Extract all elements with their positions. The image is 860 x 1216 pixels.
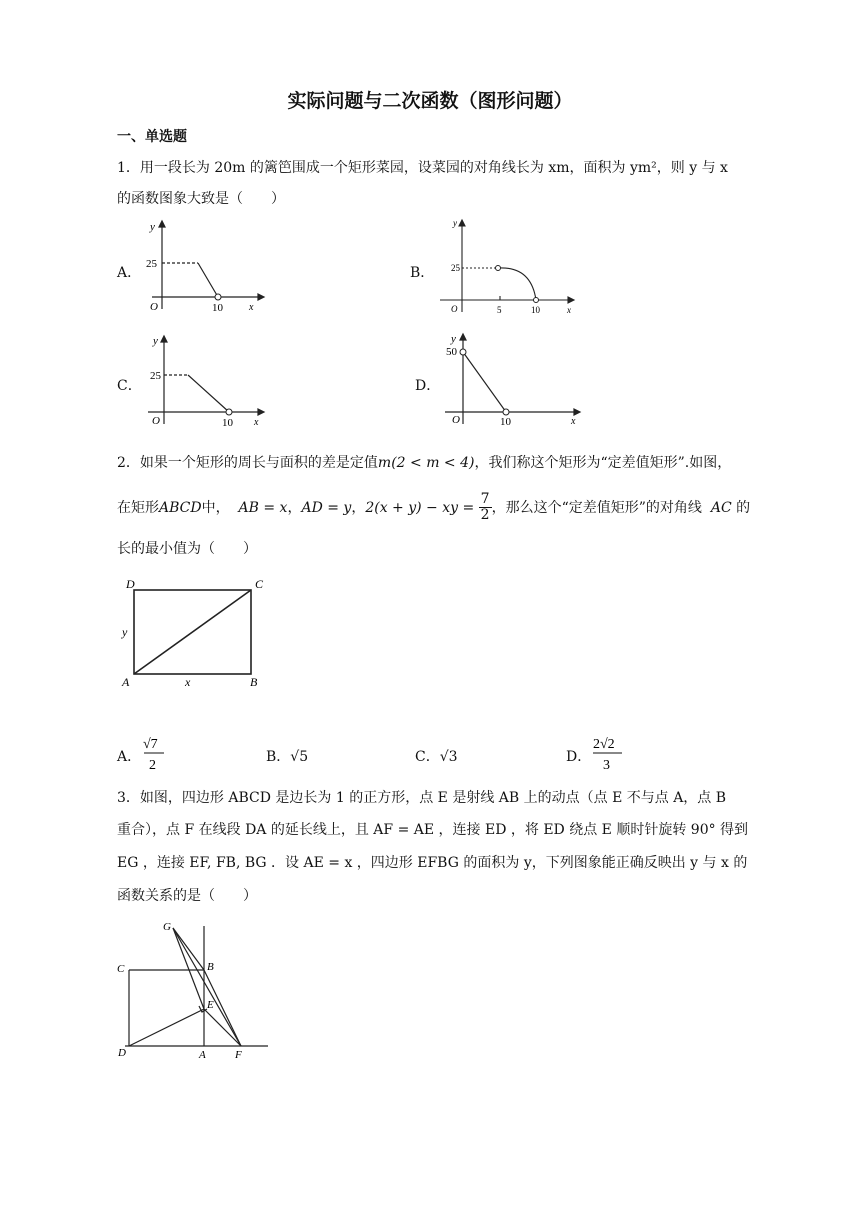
q2-line2f: 的	[736, 499, 751, 516]
q3-line3: EG ，连接 EF, FB, BG ．设 AE = x ，四边形 EFBG 的面积为 y，下列图象能正确反映出 y 与 x 的	[117, 855, 748, 871]
q3-label-c: C	[117, 963, 125, 975]
q1b-5-label: 5	[497, 305, 502, 315]
q2-option-c[interactable]	[415, 746, 458, 766]
q1c-25-label: 25	[150, 370, 161, 382]
q3-line2: 重合），点 F 在线段 DA 的延长线上，且 AF = AE ，连接 ED ，将 ED 绕点 E 顺时针旋转 90° 得到	[117, 822, 749, 838]
q1b-x-label: x	[567, 305, 571, 315]
q2-label-b: B	[250, 675, 258, 689]
q2-line2: 在矩形ABCD中， AB = x，AD = y，2(x + y) − xy = $\frac{7}{2}$ ，那么这个“定差值矩形”的对角线 AC 的	[117, 491, 751, 524]
page-title: 实际问题与二次函数（图形问题）	[287, 90, 573, 112]
q2-option-d[interactable]	[566, 746, 591, 766]
q3-label-e: E	[207, 999, 214, 1011]
q3-line1: 3．如图，四边形 ABCD 是边长为 1 的正方形，点 E 是射线 AB 上的动点（点 E 不与点 A，点 B	[117, 790, 727, 806]
q2-line3: 长的最小值为（ ）	[117, 541, 257, 557]
svg-text:√7: √7	[143, 737, 158, 752]
svg-text:3: 3	[603, 758, 610, 773]
svg-text:2: 2	[149, 758, 156, 773]
q1-option-c[interactable]: C．	[117, 378, 142, 394]
q2-option-d-value	[590, 733, 630, 775]
q1a-10-label: 10	[212, 302, 223, 314]
q1a-y-label: y	[150, 221, 155, 233]
q2-option-a[interactable]	[117, 746, 141, 766]
q1b-y-label: y	[453, 218, 457, 228]
q3-label-g: G	[163, 921, 171, 933]
q1-option-b[interactable]: B．	[410, 265, 435, 281]
q1a-x-label: x	[249, 302, 254, 313]
q1c-x-label: x	[254, 417, 259, 428]
q3-label-a: A	[199, 1049, 206, 1061]
q2-rectangle-figure	[118, 572, 278, 692]
q1-graph-a	[140, 215, 270, 315]
q3-label-d: D	[118, 1047, 126, 1059]
q2-frac-num: 7	[480, 491, 490, 507]
q2-option-c-label: C．	[415, 749, 440, 765]
q2-label-y: y	[122, 625, 128, 639]
q2-option-d-label: D．	[566, 749, 592, 765]
q2-label-d: D	[126, 577, 135, 591]
q2-m: m	[377, 455, 392, 471]
q1c-y-label: y	[153, 335, 158, 347]
q3-square-figure	[115, 918, 275, 1063]
q1-graph-b	[435, 212, 580, 322]
q3-label-b: B	[207, 961, 214, 973]
q2-line2c: 中，	[201, 499, 230, 516]
q3-line4: 函数关系的是（ ）	[117, 888, 257, 904]
q2-frac-den: 2	[480, 507, 490, 524]
q2-m-range: (2 < m < 4)	[391, 455, 475, 471]
section-heading: 一、单选题	[117, 129, 187, 145]
q1-option-a[interactable]: A．	[117, 265, 142, 281]
q1-graph-d	[440, 330, 585, 430]
q1d-o-label: O	[452, 414, 460, 426]
q1c-10-label: 10	[222, 417, 233, 429]
q1-graph-c	[140, 330, 270, 430]
q1d-x-label: x	[571, 416, 576, 427]
q3-label-f: F	[235, 1049, 242, 1061]
q2-line1a: 2．如果一个矩形的周长与面积的差是定值	[117, 455, 378, 471]
q1d-50-label: 50	[446, 346, 457, 358]
svg-text:2√2: 2√2	[593, 737, 615, 752]
q2-option-b-value: √5	[290, 749, 309, 765]
q1d-y-label: y	[451, 333, 456, 345]
q1b-25-label: 25	[451, 263, 460, 273]
q1-line2: 的函数图象大致是（ ）	[117, 191, 285, 207]
q2-fraction	[479, 492, 492, 524]
q1b-o-label: O	[451, 304, 458, 314]
q2-ac: AC	[710, 499, 732, 516]
q2-label-a: A	[122, 675, 130, 689]
q1b-10-label: 10	[531, 305, 540, 315]
q2-line1d: ，我们称这个矩形为“定差值矩形”.如图，	[474, 455, 732, 471]
q2-option-c-value: √3	[439, 749, 458, 765]
q2-label-c: C	[255, 577, 264, 591]
q1a-o-label: O	[150, 301, 158, 313]
q1-option-d[interactable]: D．	[415, 378, 441, 394]
q2-option-a-label: A．	[117, 749, 142, 765]
q2-option-b[interactable]	[266, 746, 308, 766]
q2-abcd: ABCD	[159, 499, 202, 516]
q2-eq3: 2(x + y) − xy =	[365, 499, 475, 516]
q1-line1: 1．用一段长为 20m 的篱笆围成一个矩形菜园，设菜园的对角线长为 xm，面积为 ym²，则 y 与 x	[117, 160, 728, 176]
q2-eq2: AD = y	[301, 499, 352, 516]
q2-line1	[117, 452, 731, 472]
q2-label-x: x	[185, 675, 191, 689]
q2-line2a: 在矩形	[117, 499, 159, 516]
q1c-o-label: O	[152, 415, 160, 427]
q2-line2d: ，那么这个“定差值矩形”的对角线	[491, 499, 702, 516]
q2-option-a-value	[140, 733, 175, 775]
q2-option-b-label: B．	[266, 749, 291, 765]
q2-eq1: AB = x	[238, 499, 288, 516]
q1a-25-label: 25	[146, 258, 157, 270]
q1d-10-label: 10	[500, 416, 511, 428]
